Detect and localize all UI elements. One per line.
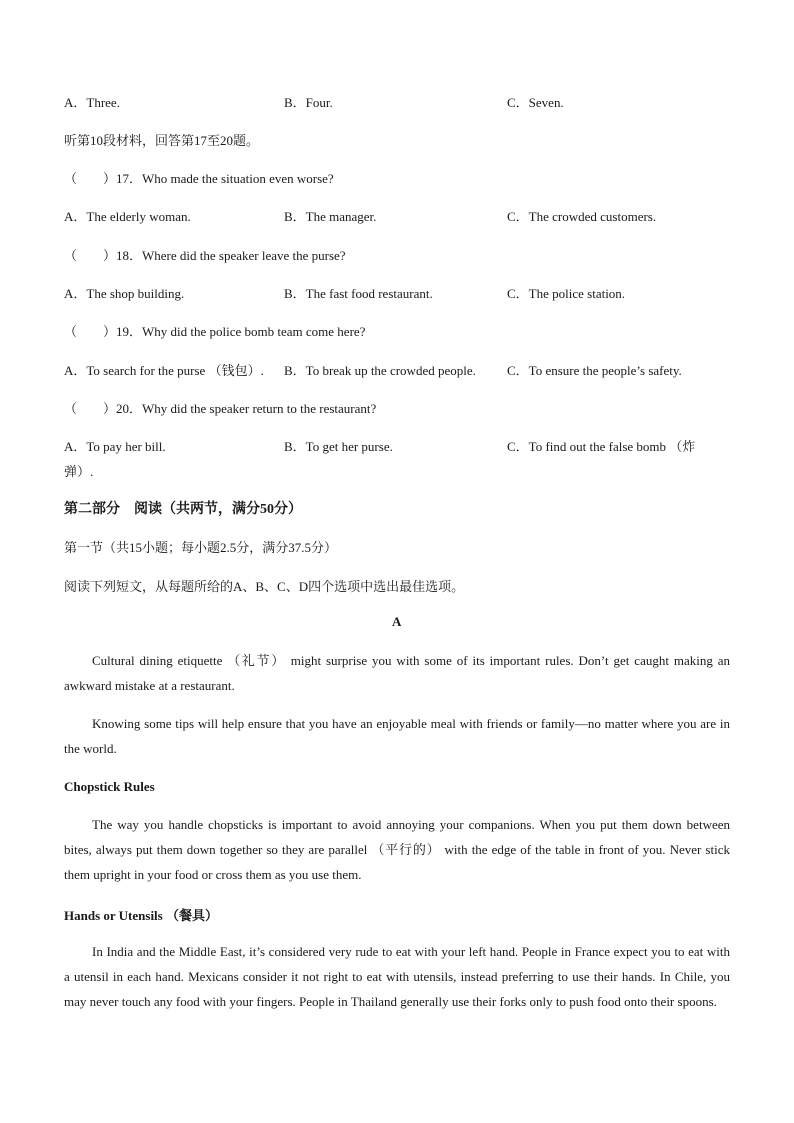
- q16-options: [64, 92, 734, 112]
- material-10-instruction: 听第10段材料，回答第17至20题。: [64, 133, 260, 148]
- q20-option-a: A．To pay her bill.: [64, 439, 166, 454]
- part2-title: 第二部分 阅读（共两节，满分50分）: [64, 502, 302, 517]
- q17-option-b: B．The manager.: [284, 209, 377, 224]
- q20-option-c-continued: 弹）.: [64, 464, 94, 479]
- q19-option-a: A．To search for the purse （钱包）.: [64, 363, 264, 378]
- heading-chopstick-rules: Chopstick Rules: [64, 779, 155, 794]
- q19-question: （ ）19．Why did the police bomb team come here?: [64, 324, 366, 339]
- passage-paragraph-1: Cultural dining etiquette （礼节） might surprise you with some of its important rules. Don’t get caught making an awkward mistake at a restaurant.: [64, 653, 730, 693]
- q17-options: [64, 206, 734, 226]
- q20-option-c: C．To find out the false bomb （炸: [507, 439, 696, 454]
- q18-question: （ ）18．Where did the speaker leave the purse?: [64, 248, 346, 263]
- q17-option-a: A．The elderly woman.: [64, 209, 191, 224]
- reading-instruction: 阅读下列短文，从每题所给的A、B、C、D四个选项中选出最佳选项。: [64, 579, 465, 594]
- q20-options: [64, 436, 734, 456]
- q16-option-c: C．Seven.: [507, 95, 564, 110]
- passage-paragraph-2: Knowing some tips will help ensure that you have an enjoyable meal with friends or family—no matter where you are in the world.: [64, 716, 730, 756]
- q20-option-b: B．To get her purse.: [284, 439, 393, 454]
- q18-option-a: A．The shop building.: [64, 286, 185, 301]
- q17-question: （ ）17．Who made the situation even worse?: [64, 171, 334, 186]
- q19-option-c: C．To ensure the people’s safety.: [507, 363, 682, 378]
- q16-option-b: B．Four.: [284, 95, 333, 110]
- q20-question: （ ）20．Why did the speaker return to the restaurant?: [64, 401, 377, 416]
- q18-option-b: B．The fast food restaurant.: [284, 286, 433, 301]
- q18-option-c: C．The police station.: [507, 286, 626, 301]
- passage-label: A: [392, 614, 402, 629]
- passage-paragraph-4: In India and the Middle East, it’s considered very rude to eat with your left hand. People in France expect you to eat with a utensil in each hand. Mexicans consider it not right to eat with utensils, instead preferring to use their hands. In Chile, you may never touch any food with your fingers. People in Thailand generally use their forks only to push food onto their spoons.: [64, 944, 730, 1009]
- section1-title: 第一节（共15小题；每小题2.5分，满分37.5分）: [64, 540, 338, 555]
- heading-hands-or-utensils: Hands or Utensils （餐具）: [64, 908, 218, 923]
- q16-option-a: A．Three.: [64, 95, 120, 110]
- q17-option-c: C．The crowded customers.: [507, 209, 657, 224]
- q19-option-b: B．To break up the crowded people.: [284, 363, 476, 378]
- q18-options: [64, 283, 734, 303]
- q19-options: [64, 360, 734, 380]
- passage-paragraph-3: The way you handle chopsticks is important to avoid annoying your companions. When you put them down between bites, always put them down together so they are parallel （平行的） with the edge of the table in front of you. Never stick them upright in your food or cross them as you use them.: [64, 817, 730, 882]
